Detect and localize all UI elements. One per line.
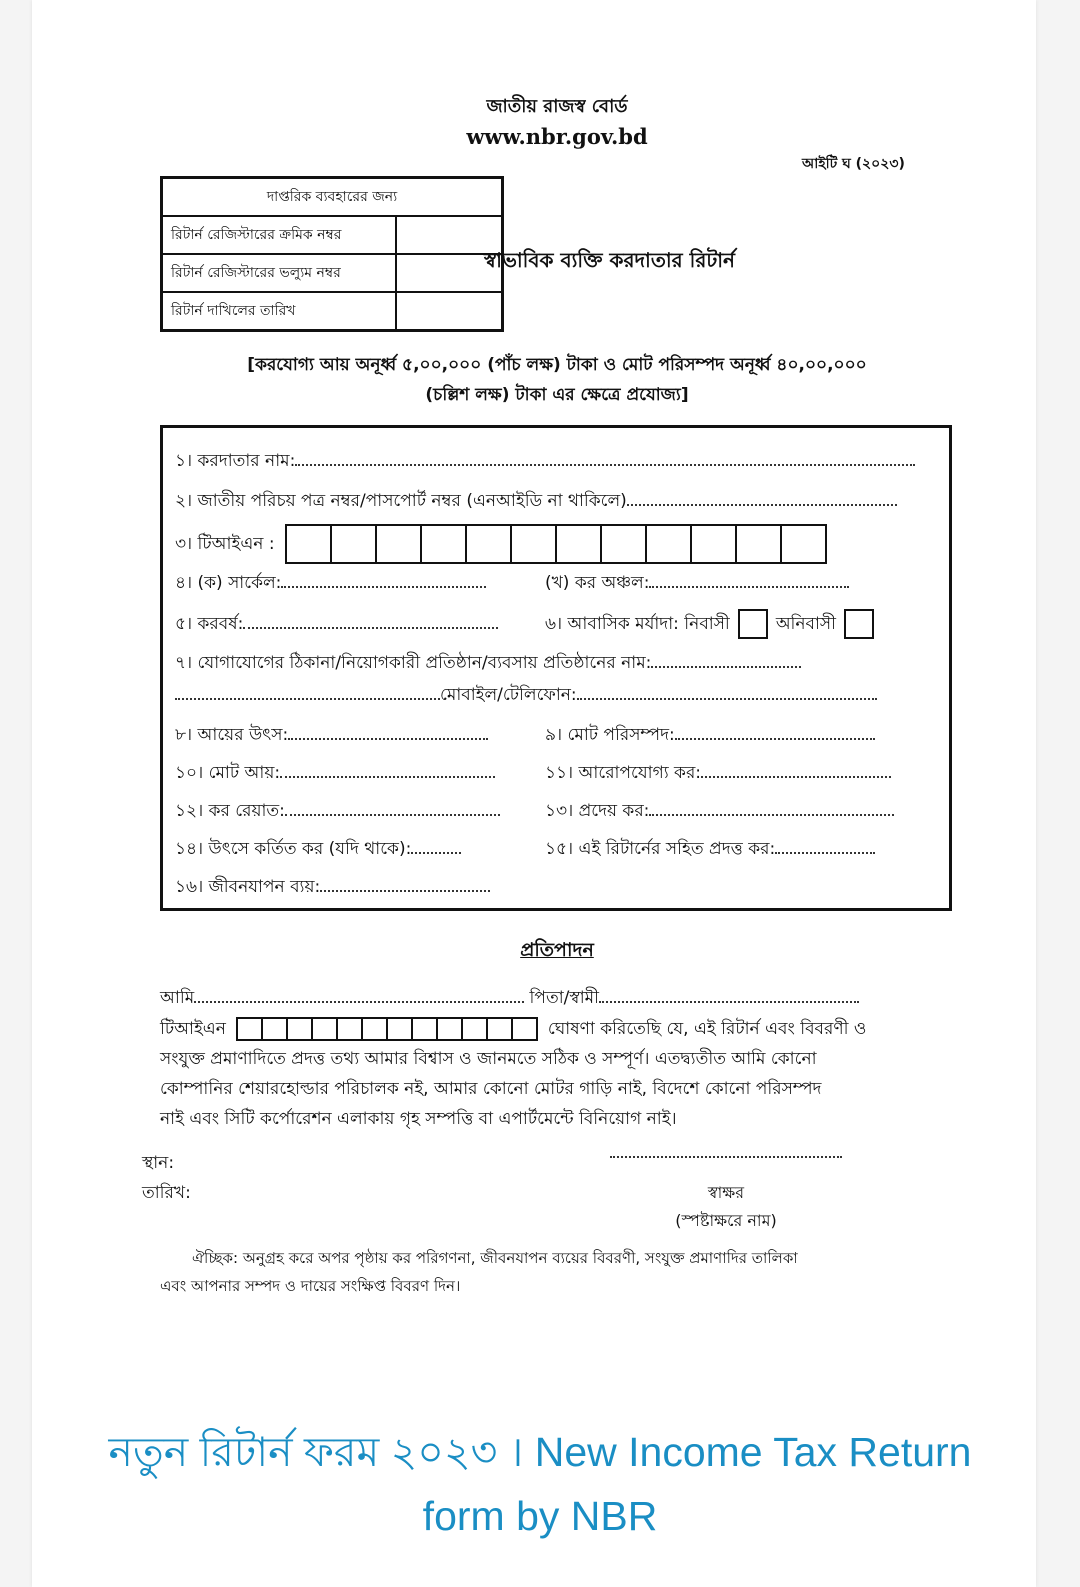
field-tin: ৩। টিআইএন : (175, 534, 275, 554)
signature-name-label: (স্পষ্টাক্ষরে নাম) (675, 1211, 777, 1230)
org-name: জাতীয় রাজস্ব বোর্ড (486, 96, 628, 117)
nid-blank[interactable] (627, 504, 897, 506)
verification-title: প্রতিপাদন (520, 939, 594, 961)
field-taxpayer-name: ১। করদাতার নাম: (175, 451, 296, 471)
total-income-blank[interactable] (280, 776, 495, 778)
form-title: স্বাভাবিক ব্যক্তি করদাতার রিটার্ন (484, 248, 735, 272)
office-use-box (160, 176, 504, 332)
field-living-expense: ১৬। জীবনযাপন ব্যয়: (175, 877, 321, 897)
office-row-label: রিটার্ন দাখিলের তারিখ (162, 292, 397, 331)
declaration-tin-line (160, 1014, 950, 1044)
caption-line-1: নতুন রিটার্ন ফরম ২০২৩ । New Income Tax Return (108, 1429, 972, 1475)
tax-rebate-blank[interactable] (285, 814, 500, 816)
applicability-line-2: (চল্লিশ লক্ষ) টাকা এর ক্ষেত্রে প্রযোজ্য] (425, 385, 689, 405)
address-blank-2[interactable] (175, 698, 440, 700)
payable-tax-blank[interactable] (649, 814, 894, 816)
field-circle: ৪। (ক) সার্কেল: (175, 573, 282, 593)
article-card (32, 0, 1036, 1587)
field-tds: ১৪। উৎসে কর্তিত কর (যদি থাকে): (175, 839, 412, 859)
place-label: স্থান: (142, 1153, 175, 1173)
optional-note-line-2: এবং আপনার সম্পদ ও দায়ের সংক্ষিপ্ত বিবরণ দিন। (160, 1277, 461, 1295)
image-caption (0, 1420, 1080, 1548)
declaration-tin-boxes[interactable] (236, 1017, 538, 1041)
father-name-blank[interactable] (599, 1001, 859, 1003)
taxable-blank[interactable] (701, 776, 891, 778)
signature-blank[interactable] (610, 1156, 842, 1158)
optional-note (160, 1244, 950, 1300)
declaration-text-4: নাই এবং সিটি কর্পোরেশন এলাকায় গৃহ সম্পত্তি বা এপার্টমেন্টে বিনিয়োগ নাই। (160, 1109, 677, 1129)
non-resident-label: অনিবাসী (775, 614, 837, 634)
phone-blank[interactable] (577, 698, 877, 700)
office-row-label: রিটার্ন রেজিস্টারের ভল্যুম নম্বর (162, 254, 397, 292)
signature-label: স্বাক্ষর (707, 1183, 745, 1202)
field-tax-paid: ১৫। এই রিটার্নের সহিত প্রদত্ত কর: (545, 839, 776, 859)
non-resident-checkbox[interactable] (844, 609, 874, 639)
field-total-income: ১০। মোট আয়: (175, 763, 281, 783)
tax-zone-blank[interactable] (649, 586, 849, 588)
tax-year-blank[interactable] (243, 627, 498, 629)
caption-line-2: form by NBR (422, 1493, 658, 1539)
field-tax-rebate: ১২। কর রেয়াত: (175, 801, 285, 821)
office-row-label: রিটার্ন রেজিস্টারের ক্রমিক নম্বর (162, 216, 397, 254)
declaration-name-line (160, 983, 950, 1013)
field-address: ৭। যোগাযোগের ঠিকানা/নিয়োগকারী প্রতিষ্ঠান/ব্যবসায় প্রতিষ্ঠানের নাম: (175, 653, 652, 673)
total-assets-blank[interactable] (675, 738, 875, 740)
living-expense-blank[interactable] (320, 890, 490, 892)
field-tax-year: ৫। করবর্ষ: (175, 614, 244, 634)
declaration-text-1: ঘোষণা করিতেছি যে, এই রিটার্ন এবং বিবরণী ও (547, 1019, 867, 1039)
form-code: আইটি ঘ (২০২৩) (802, 156, 905, 172)
applicability-line-1: [করযোগ্য আয় অনূর্ধ্ব ৫,০০,০০০ (পাঁচ লক্ষ) টাকা ও মোট পরিসম্পদ অনূর্ধ্ব ৪০,০০,০০০ (247, 355, 867, 375)
optional-note-line-1: ঐচ্ছিক: অনুগ্রহ করে অপর পৃষ্ঠায় কর পরিগণনা, জীবনযাপন ব্যয়ের বিবরণী, সংযুক্ত প্রমাণাদির তালিকা (192, 1249, 798, 1267)
office-row-cell (396, 292, 503, 331)
field-income-source: ৮। আয়ের উৎস: (175, 725, 289, 745)
circle-blank[interactable] (281, 586, 486, 588)
declaration-text-3: কোম্পানির শেয়ারহোল্ডার পরিচালক নই, আমার কোনো মোটর গাড়ি নাই, বিদেশে কোনো পরিসম্পদ (160, 1079, 822, 1099)
field-tax-zone: (খ) কর অঞ্চল: (545, 573, 650, 593)
tax-paid-blank[interactable] (775, 852, 875, 854)
income-source-blank[interactable] (288, 738, 488, 740)
father-label: পিতা/স্বামী (529, 988, 599, 1008)
taxpayer-info-box (160, 425, 952, 911)
address-blank[interactable] (651, 666, 801, 668)
declaration-text-2: সংযুক্ত প্রমাণাদিতে প্রদত্ত তথ্য আমার বিশ্বাস ও জানমতে সঠিক ও সম্পূর্ণ। এতদ্ব্যতীত আমি কোনো (160, 1049, 817, 1069)
tin-boxes[interactable] (285, 524, 827, 564)
declaration-tin-label: টিআইএন (160, 1019, 226, 1039)
field-residential-status: ৬। আবাসিক মর্যাদা: নিবাসী (545, 614, 730, 634)
ami-label: আমি (160, 988, 195, 1008)
field-total-assets: ৯। মোট পরিসম্পদ: (545, 725, 675, 745)
resident-checkbox[interactable] (738, 609, 768, 639)
field-nid: ২। জাতীয় পরিচয় পত্র নম্বর/পাসপোর্ট নম্বর (এনআইডি না থাকিলে) (175, 491, 627, 511)
declarant-name-blank[interactable] (194, 1001, 524, 1003)
tds-blank[interactable] (411, 852, 461, 854)
office-use-title: দাপ্তরিক ব্যবহারের জন্য (162, 178, 503, 217)
taxpayer-name-blank[interactable] (295, 464, 915, 466)
date-label: তারিখ: (142, 1183, 191, 1203)
website-text: www.nbr.gov.bd (466, 124, 648, 149)
field-payable-tax: ১৩। প্রদেয় কর: (545, 801, 650, 821)
field-taxable-amount: ১১। আরোপযোগ্য কর: (545, 763, 702, 783)
field-phone: মোবাইল/টেলিফোন: (440, 685, 577, 705)
